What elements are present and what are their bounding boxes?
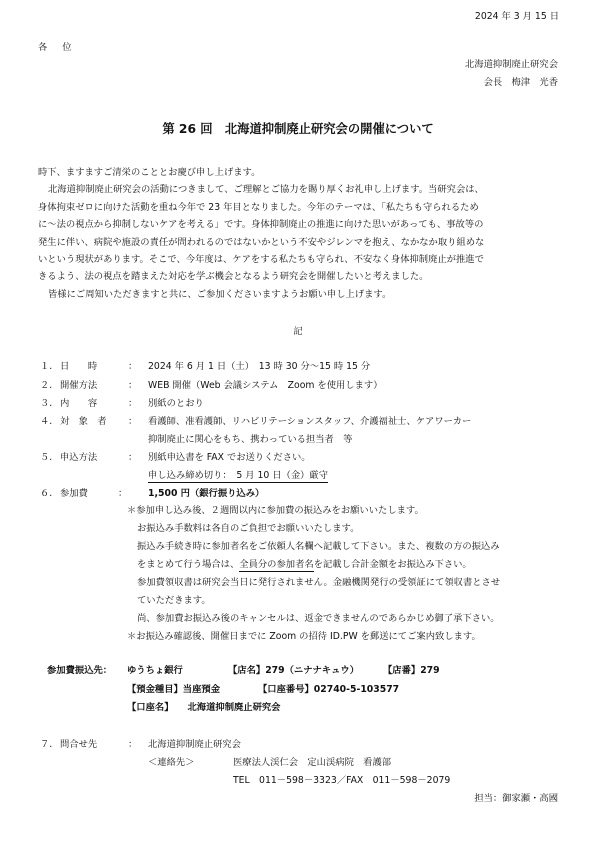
item-value-target: 看護師、准看護師、リハビリテーションスタッフ、介護福祉士、ケアワーカー: [148, 416, 472, 427]
sender-president: 会長 梅津 光香: [483, 77, 558, 88]
item-colon: ：: [128, 416, 138, 427]
deadline: [148, 471, 328, 480]
note-emphasis: 全員分の参加者名: [239, 559, 314, 570]
item-value-content: 別紙のとおり: [148, 398, 204, 409]
account-holder: [127, 703, 280, 712]
item-number: ３.: [40, 398, 53, 409]
item-colon: ：: [128, 452, 138, 463]
branch-name-label: 【店名】: [228, 665, 266, 676]
deposit-type-value: 当座預金: [182, 684, 220, 695]
body-line: 発生に伴い、病院や施設の責任が問われるのではないかという不安やジレンマを抱え、なかなか取り組めな: [38, 237, 485, 248]
item-number: ５.: [40, 452, 53, 463]
document-title: 第 26 回 北海道抑制廃止研究会の開催について: [162, 122, 434, 136]
item-label-apply: 申込方法: [60, 452, 98, 463]
note-line: ＊参加申し込み後、２週間以内に参加費の振込みをお願いいたします。: [127, 505, 424, 516]
account-number-label: 【口座番号】: [258, 684, 314, 695]
note-text: をまとめて行う場合は、: [137, 559, 240, 570]
note-text: を記載し合計金額をお振込み下さい。: [313, 559, 472, 570]
note-line: [137, 560, 472, 569]
deposit-type-label: 【預金種目】: [127, 684, 183, 695]
item-number: ２.: [40, 380, 53, 391]
contact-person: 担当：御家瀬・高國: [474, 793, 558, 804]
note-line: 振込み手続き時に参加者名をご依頼人名欄へ記載して下さい。また、複数の方の振込み: [137, 541, 500, 552]
note-line: ＊お振込み確認後、開催日までに Zoom の招待 ID.PW を郵送にてご案内致します。: [127, 631, 481, 642]
body-line: きるよう、法の視点を踏まえた対応を学ぶ機会となるよう研究会を開催したいと考えました。: [38, 271, 429, 282]
item-label-target: 対 象 者: [60, 416, 107, 427]
item-value-target-2: 抑制廃止に関心をもち、携わっている担当者 等: [148, 434, 353, 445]
contact-label: 問合せ先: [60, 739, 98, 750]
contact-organization: 北海道抑制廃止研究会: [148, 739, 241, 750]
account-holder-value: 北海道抑制廃止研究会: [187, 702, 281, 713]
item-number: ６.: [40, 488, 53, 499]
item-colon: ：: [128, 398, 138, 409]
bank-label: 参加費振込先：: [47, 665, 113, 676]
body-line: 北海道抑制廃止研究会の活動につきまして、ご理解とご協力を賜り厚くお礼申し上げます。当研究会は、: [48, 184, 484, 195]
item-colon: ：: [128, 380, 138, 391]
contact-tel-fax: TEL 011－598－3323／FAX 011－598－2079: [233, 775, 451, 786]
item-colon: ：: [118, 488, 128, 499]
contact-heading: ＜連絡先＞: [148, 757, 195, 768]
item-label-content: 内 容: [60, 398, 98, 409]
account-holder-label: 【口座名】: [127, 702, 174, 713]
body-line: に～法の視点から抑制しないケアを考える」です。身体抑制廃止の推進に向けた思いがあっても、事故等の: [38, 219, 484, 230]
item-label-method: 開催方法: [60, 380, 98, 391]
bank-name: ゆうちょ銀行: [127, 665, 183, 676]
item-colon: ：: [128, 739, 138, 750]
sender-organization: 北海道抑制廃止研究会: [465, 59, 558, 70]
body-line: 皆様にご周知いただきますと共に、ご参加くださいますようお願い申し上げます。: [48, 289, 392, 300]
deadline-text: 申し込み締め切り： 5 月 10 日（金）厳守: [148, 470, 329, 481]
account-number: [258, 685, 399, 694]
body-line: 身体拘束ゼロに向けた活動を重ね今年で 23 年目となりました。今年のテーマは、「私たちも守られるため: [38, 202, 479, 213]
body-line: いという現状があります。そこで、今年度は、ケアをする私たちも守られ、不安なく身体抑制廃止が推進で: [38, 254, 484, 265]
item-colon: ：: [128, 361, 138, 372]
deposit-type: [127, 685, 220, 694]
ki-heading: 記: [293, 326, 303, 337]
branch-number-label: 【店番】: [383, 665, 421, 676]
note-line: お振込み手数料は各自のご負担でお願いいたします。: [137, 523, 360, 534]
account-number-value: 02740-5-103577: [313, 684, 400, 695]
note-line: ていただきます。: [137, 595, 211, 606]
note-line: 参加費領収書は研究会当日に発行されません。金融機関発行の受領証にて領収書とさせ: [137, 577, 501, 588]
contact-hospital: 医療法人渓仁会 定山渓病院 看護部: [233, 757, 392, 768]
item-number: １.: [40, 361, 53, 372]
item-value-datetime: 2024 年 6 月 1 日（土） 13 時 30 分～15 時 15 分: [148, 361, 371, 372]
note-line: 尚、参加費お振込み後のキャンセルは、返金できませんのであらかじめ御了承下さい。: [137, 613, 500, 624]
item-number: ７.: [40, 739, 53, 750]
item-value-fee: 1,500 円（銀行振り込み）: [148, 488, 265, 499]
branch-number-value: 279: [420, 665, 440, 676]
branch-name: [228, 666, 359, 675]
item-label-fee: 参加費: [60, 488, 88, 499]
item-number: ４.: [40, 416, 53, 427]
body-line: 時下、ますますご清栄のこととお慶び申し上げます。: [38, 167, 261, 178]
document-date: 2024 年 3 月 15 日: [474, 11, 559, 22]
branch-name-value: 279（ニナナキュウ）: [265, 665, 359, 676]
item-label-datetime: 日 時: [60, 361, 98, 372]
addressee: 各 位: [38, 42, 78, 53]
item-value-apply: 別紙申込書を FAX でお送りください。: [148, 452, 311, 463]
item-value-method: WEB 開催（Web 会議システム Zoom を使用します）: [148, 380, 383, 391]
branch-number: [383, 666, 440, 675]
